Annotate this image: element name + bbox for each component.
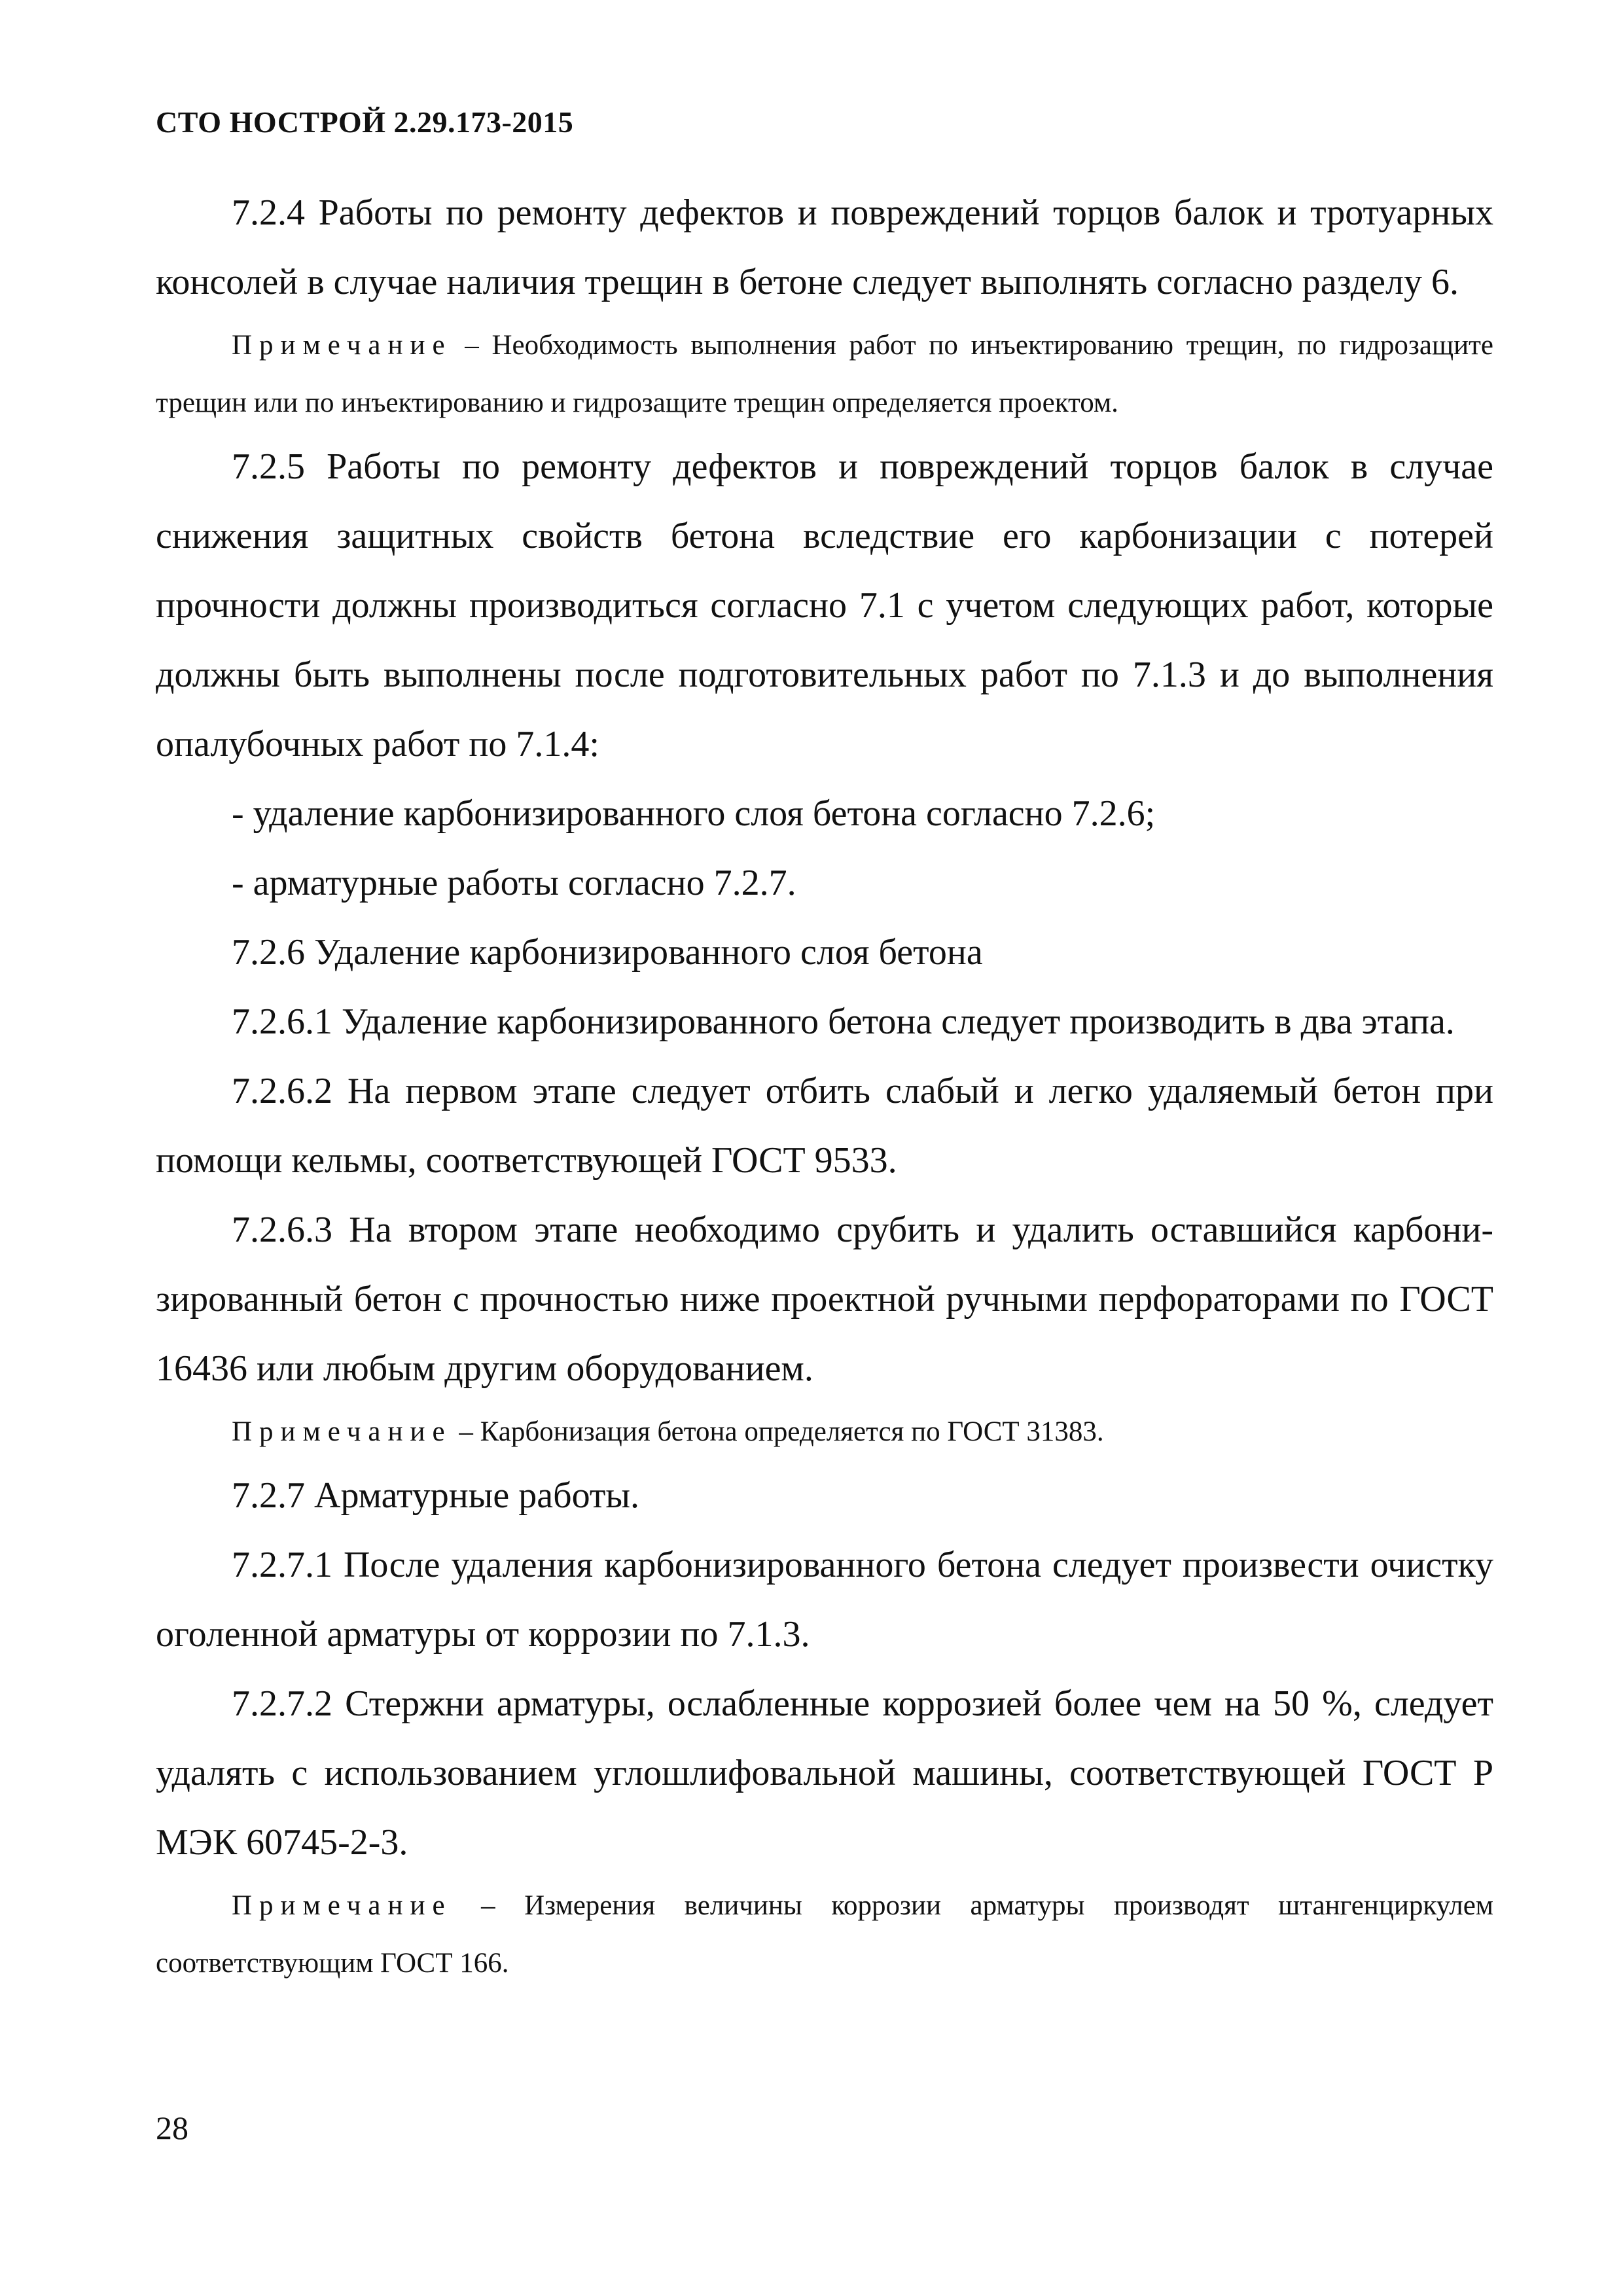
paragraph-7-2-6-3: 7.2.6.3 На втором этапе необходимо срубить и удалить оставшийся карбони-зированный бетон с прочностью ниже проектной ручными перфораторами по ГОСТ 16436 или любым другим оборудованием.: [156, 1210, 1493, 1389]
document-body: [156, 178, 1493, 1992]
paragraph-7-2-5: 7.2.5 Работы по ремонту дефектов и повреждений торцов балок в случае снижения защитных свойств бетона вследствие его карбонизации с потерей прочности должны производиться согласно 7.1 с учетом следующих работ, которые должны быть выполнены после подготовительных работ по 7.1.3 и до выполнения опалубочных работ по 7.1.4:: [156, 446, 1493, 764]
note-1-label: Примечание: [232, 330, 452, 361]
paragraph-7-2-7-1: 7.2.7.1 После удаления карбонизированного бетона следует произвести очистку оголенной арматуры от коррозии по 7.1.3.: [156, 1545, 1493, 1655]
document-header: СТО НОСТРОЙ 2.29.173-2015: [156, 105, 574, 139]
paragraph-7-2-7-2: 7.2.7.2 Стержни арматуры, ослабленные коррозией более чем на 50 %, следует удалять с использованием углошлифовальной машины, соответствующей ГОСТ Р МЭК 60745-2-3.: [156, 1683, 1493, 1863]
paragraph-7-2-4: 7.2.4 Работы по ремонту дефектов и повреждений торцов балок и тротуарных консолей в случае наличия трещин в бетоне следует выполнять согласно разделу 6.: [156, 192, 1493, 302]
list-item-2: - арматурные работы согласно 7.2.7.: [232, 863, 796, 903]
note-1: [156, 317, 1493, 432]
paragraph-7-2-6-1: 7.2.6.1 Удаление карбонизированного бетона следует производить в два этапа.: [232, 1001, 1455, 1042]
paragraph-7-2-7: 7.2.7 Арматурные работы.: [232, 1475, 639, 1516]
note-3: [156, 1877, 1493, 1992]
paragraph-7-2-6: 7.2.6 Удаление карбонизированного слоя бетона: [232, 932, 983, 973]
page-number: 28: [156, 2109, 188, 2146]
note-2: [156, 1403, 1493, 1461]
list-item-1: - удаление карбонизированного слоя бетона согласно 7.2.6;: [232, 793, 1156, 834]
paragraph-7-2-6-2: 7.2.6.2 На первом этапе следует отбить слабый и легко удаляемый бетон при помощи кельмы, соответствующей ГОСТ 9533.: [156, 1071, 1493, 1181]
note-3-label: Примечание: [232, 1890, 452, 1921]
note-3-text: – Измерения величины коррозии арматуры производят штангенциркулем соответствующим ГОСТ 166.: [156, 1890, 1493, 1979]
note-2-text: – Карбонизация бетона определяется по ГОСТ 31383.: [452, 1416, 1104, 1447]
note-1-text: – Необходимость выполнения работ по инъектированию трещин, по гидрозащите трещин или по инъектированию и гидрозащите трещин определяется проектом.: [156, 330, 1493, 418]
note-2-label: Примечание: [232, 1416, 452, 1447]
